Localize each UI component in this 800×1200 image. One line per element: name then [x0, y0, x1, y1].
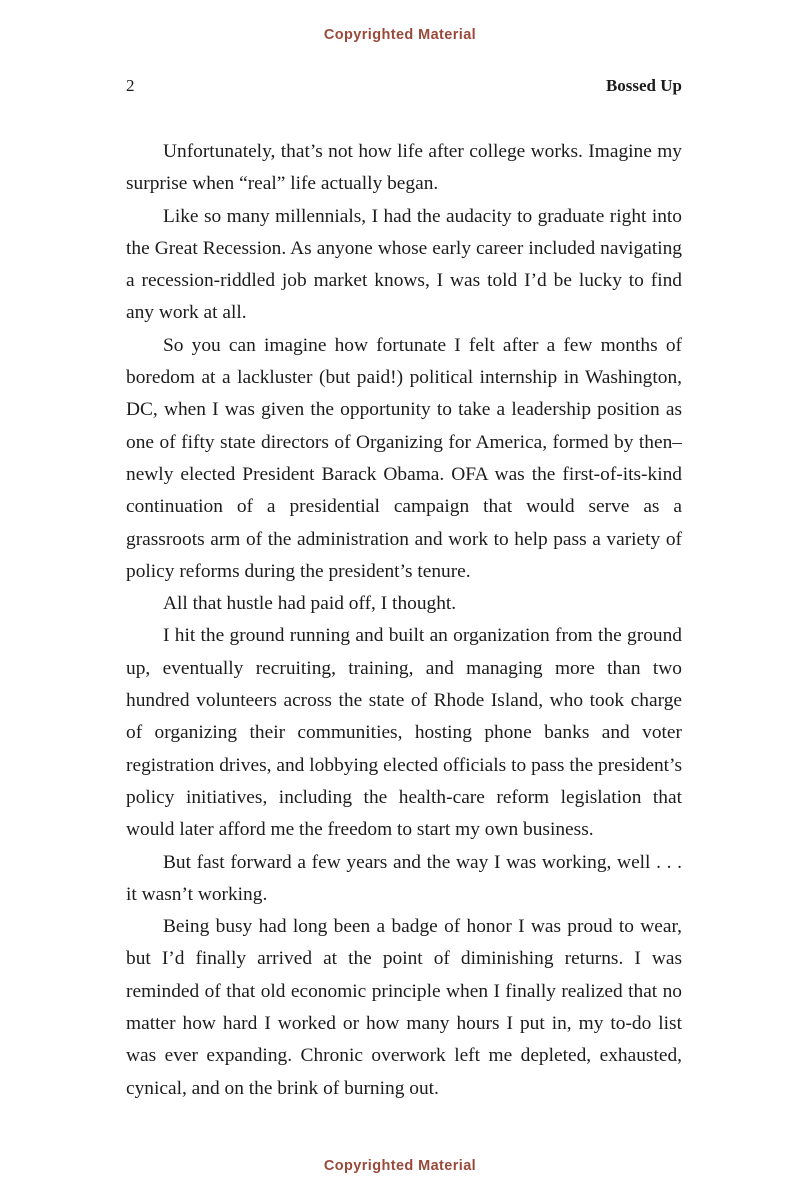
copyright-notice-top: Copyrighted Material	[323, 27, 477, 43]
paragraph: So you can imagine how fortunate I felt after a few months of boredom at a lackluster (but paid!) political internship in Washington, DC, when I was given the opportunity to take a leadership position as one of fifty state directors of Organizing for America, formed by then–newly elected President Barack Obama. OFA was the first-of-its-kind continuation of a presidential campaign that would serve as a grassroots arm of the administration and work to help pass a variety of policy reforms during the president’s tenure.	[126, 334, 682, 582]
page-header	[126, 76, 682, 96]
paragraph: All that hustle had paid off, I thought.	[163, 593, 457, 615]
paragraph: Being busy had long been a badge of honor I was proud to wear, but I’d finally arrived at the point of diminishing returns. I was reminded of that old economic principle when I finally realized that no matter how hard I worked or how many hours I put in, my to-do list was ever expanding. Chronic overwork left me depleted, exhausted, cynical, and on the brink of burning out.	[126, 916, 682, 1099]
paragraph: But fast forward a few years and the way I was working, well . . . it wasn’t working.	[126, 851, 682, 905]
paragraph: Unfortunately, that’s not how life after college works. Imagine my surprise when “real” life actually began.	[126, 141, 682, 195]
copyright-notice-bottom: Copyrighted Material	[323, 1158, 477, 1174]
body-text	[126, 136, 682, 1105]
running-head-title: Bossed Up	[605, 76, 682, 95]
paragraph: Like so many millennials, I had the audacity to graduate right into the Great Recession. As anyone whose early career included navigating a recession-riddled job market knows, I was told I’d be lucky to find any work at all.	[126, 205, 682, 324]
paragraph: I hit the ground running and built an organization from the ground up, eventually recruiting, training, and managing more than two hundred volunteers across the state of Rhode Island, who took charge of organizing their communities, hosting phone banks and voter registration drives, and lobbying elected officials to pass the president’s policy initiatives, including the health-care reform legislation that would later afford me the freedom to start my own business.	[126, 625, 682, 841]
page-number: 2	[126, 76, 135, 95]
